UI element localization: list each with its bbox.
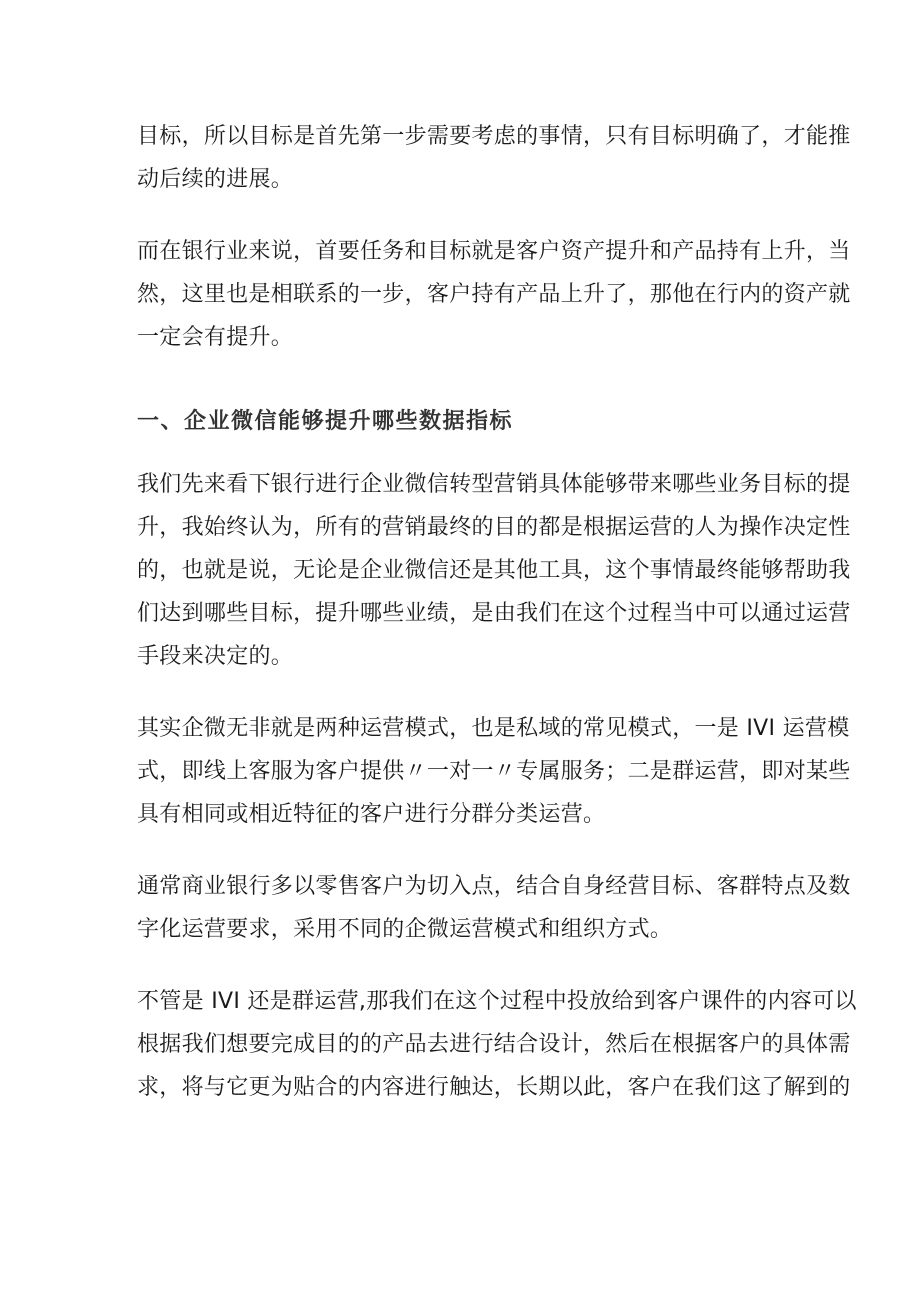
text-line: 而在银行业来说，首要任务和目标就是客户资产提升和产品持有上升，当 bbox=[137, 239, 851, 264]
paragraph-goal bbox=[137, 115, 851, 201]
text-line: 具有相同或相近特征的客户进行分群分类运营。 bbox=[137, 802, 606, 827]
paragraph-content-design bbox=[137, 980, 857, 1109]
text-line: 我们先来看下银行进行企业微信转型营销具体能够带来哪些业务目标的提 bbox=[137, 472, 851, 497]
paragraph-banking bbox=[137, 230, 851, 359]
document-body bbox=[137, 115, 857, 1109]
paragraph-operation-modes bbox=[137, 707, 851, 836]
text-line: 根据我们想要完成目的的产品去进行结合设计，然后在根据客户的具体需 bbox=[137, 1032, 851, 1057]
text-line: 不管是 IVI 还是群运营,那我们在这个过程中投放给到客户课件的内容可以 bbox=[137, 989, 857, 1014]
section-heading: 一、企业微信能够提升哪些数据指标 bbox=[137, 408, 514, 434]
text-line: 字化运营要求，采用不同的企微运营模式和组织方式。 bbox=[137, 917, 673, 942]
text-line: 目标，所以目标是首先第一步需要考虑的事情，只有目标明确了，才能推 bbox=[137, 124, 851, 149]
paragraph-marketing bbox=[137, 463, 851, 678]
text-line: 手段来决定的。 bbox=[137, 644, 294, 669]
text-line: 通常商业银行多以零售客户为切入点，结合自身经营目标、客群特点及数 bbox=[137, 874, 851, 899]
text-line: 其实企微无非就是两种运营模式，也是私域的常见模式，一是 IVI 运营模 bbox=[137, 716, 850, 741]
text-line: 的，也就是说，无论是企业微信还是其他工具，这个事情最终能够帮助我 bbox=[137, 558, 851, 583]
text-line: 然，这里也是相联系的一步，客户持有产品上升了，那他在行内的资产就 bbox=[137, 282, 851, 307]
text-line: 一定会有提升。 bbox=[137, 325, 294, 350]
text-line: 升，我始终认为，所有的营销最终的目的都是根据运营的人为操作决定性 bbox=[137, 515, 851, 540]
text-line: 动后续的进展。 bbox=[137, 167, 294, 192]
text-line: 求，将与它更为贴合的内容进行触达，长期以此，客户在我们这了解到的 bbox=[137, 1075, 851, 1100]
paragraph-commercial-banks bbox=[137, 865, 851, 951]
text-line: 式，即线上客服为客户提供〃一对一〃专属服务；二是群运营，即对某些 bbox=[137, 759, 851, 784]
text-line: 们达到哪些目标，提升哪些业绩，是由我们在这个过程当中可以通过运营 bbox=[137, 601, 851, 626]
